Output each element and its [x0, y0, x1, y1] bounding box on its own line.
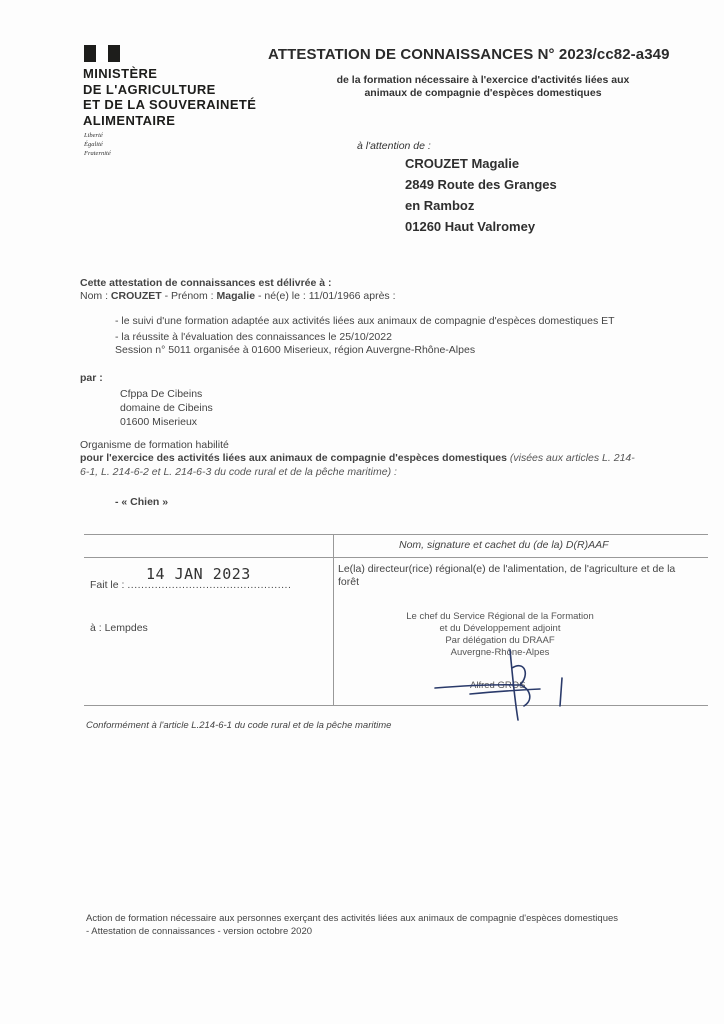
ministry-name — [83, 66, 283, 128]
center-city: 01600 Miserieux — [120, 416, 198, 428]
ministry-line: ET DE LA SOUVERAINETÉ — [83, 97, 257, 112]
training-center — [120, 387, 213, 429]
motto-line: Égalité — [84, 141, 103, 148]
handwritten-date: 14 JAN 2023 — [146, 565, 251, 583]
organisme-label: Organisme de formation habilité — [80, 439, 229, 451]
handwritten-signature — [430, 640, 580, 725]
stamp-line: Le chef du Service Régional de la Formation — [406, 611, 594, 622]
recipient-street: 2849 Route des Granges — [405, 177, 557, 192]
republic-flag-logo — [84, 45, 120, 62]
conformity-note: Conformément à l'article L.214-6-1 du code rural et de la pêche maritime — [86, 720, 392, 731]
table-top-rule — [84, 534, 708, 535]
category-prefix: - « — [115, 496, 131, 508]
condition-training: - le suivi d'une formation adaptée aux activités liées aux animaux de compagnie d'espèces domestiques ET — [115, 315, 615, 327]
holder-surname: CROUZET — [110, 290, 162, 302]
ministry-line: DE L'AGRICULTURE — [83, 81, 216, 97]
director-title: Le(la) directeur(rice) régional(e) de l'alimentation, de l'agriculture et de la forêt — [338, 563, 676, 588]
par-label: par : — [80, 372, 103, 384]
animal-category — [115, 496, 168, 508]
signing-place: à : Lempdes — [90, 622, 148, 634]
condition-evaluation: - la réussite à l'évaluation des connaissances le 25/10/2022 — [115, 331, 392, 343]
category-suffix: » — [159, 496, 169, 508]
stamp-line: Par délégation du DRAAF — [445, 635, 555, 646]
signatory-name: Alfred GROS — [470, 680, 526, 691]
center-name: Cfppa De Cibeins — [120, 388, 203, 400]
stamp-line: et du Développement adjoint — [439, 623, 561, 634]
holder-birthdate: - né(e) le : 11/01/1966 après : — [255, 290, 396, 302]
fait-le-label: Fait le : — [90, 579, 128, 591]
table-bottom-rule — [84, 705, 708, 706]
recipient-label: à l'attention de : — [357, 140, 431, 152]
fait-le-dots: ................................................ — [127, 579, 292, 591]
document-title: ATTESTATION DE CONNAISSANCES N° 2023/cc82-a349 — [268, 46, 670, 63]
category-value: Chien — [130, 496, 160, 508]
motto-line: Liberté — [84, 132, 103, 139]
holder-identity — [80, 290, 396, 302]
footer-line: Action de formation nécessaire aux personnes exerçant des activités liées aux animaux de compagnie d'espèces domestiques — [86, 913, 619, 924]
organisme-articles-cont: 6-1, L. 214-6-2 et L. 214-6-3 du code rural et de la pêche maritime) : — [80, 466, 397, 478]
table-header-rule — [84, 557, 708, 558]
stamp-line: Auvergne-Rhône-Alpes — [450, 647, 550, 658]
organisme-articles: (visées aux articles L. 214- — [509, 452, 635, 464]
recipient-city: 01260 Haut Valromey — [405, 219, 536, 234]
ministry-line: ALIMENTAIRE — [83, 112, 176, 128]
prenom-label: - Prénom : — [161, 290, 217, 302]
organisme-scope-text: pour l'exercice des activités liées aux animaux de compagnie d'espèces domestiques — [80, 452, 507, 464]
nom-label: Nom : — [80, 290, 111, 302]
document-subtitle: de la formation nécessaire à l'exercice d'activités liées aux animaux de compagnie d'espèces domestiques — [336, 74, 630, 99]
recipient-address — [405, 153, 557, 237]
holder-firstname: Magalie — [216, 290, 256, 302]
ministry-line: MINISTÈRE — [83, 66, 158, 81]
republic-motto — [84, 131, 111, 158]
recipient-name: CROUZET Magalie — [405, 156, 520, 171]
center-domain: domaine de Cibeins — [120, 402, 213, 414]
recipient-locality: en Ramboz — [405, 198, 475, 213]
organisme-scope — [80, 452, 635, 464]
table-column-divider — [333, 534, 334, 705]
footer-line: - Attestation de connaissances - version octobre 2020 — [86, 926, 313, 937]
motto-line: Fraternité — [84, 150, 111, 157]
table-header-signature: Nom, signature et cachet du (de la) D(R)AAF — [399, 539, 609, 551]
session-info: Session n° 5011 organisée à 01600 Miserieux, région Auvergne-Rhône-Alpes — [115, 344, 476, 356]
delivery-intro: Cette attestation de connaissances est délivrée à : — [80, 277, 332, 289]
footer-note — [86, 912, 618, 938]
